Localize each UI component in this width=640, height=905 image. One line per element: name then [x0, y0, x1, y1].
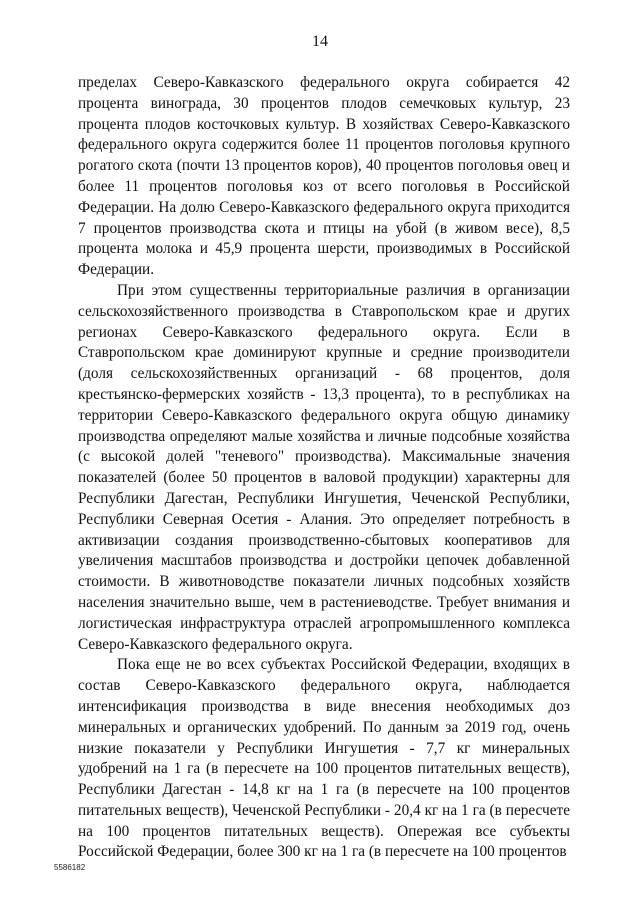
- document-body: [78, 73, 570, 863]
- page-number: 14: [312, 33, 328, 50]
- paragraph-continuation: пределах Северо-Кавказского федерального округа собирается 42 процента винограда, 30 процентов плодов семечковых культур, 23 процента плодов косточковых культур. В хозяйствах Северо-Кавказского федерального округа содержится более 11 процентов поголовья крупного рогатого скота (почти 13 процентов коров), 40 процентов поголовья овец и более 11 процентов поголовья коз от всего поголовья в Российской Федерации. На долю Северо-Кавказского федерального округа приходится 7 процентов производства скота и птицы на убой (в живом весе), 8,5 процента молока и 45,9 процента шерсти, производимых в Российской Федерации.: [78, 74, 570, 279]
- paragraph-regional-differences: При этом существенны территориальные различия в организации сельскохозяйственного производства в Ставропольском крае и других регионах Северо-Кавказского федерального округа. Если в Ставропольском крае доминируют крупные и средние производители (доля сельскохозяйственных организаций - 68 процентов, доля крестьянско-фермерских хозяйств - 13,3 процента), то в республиках на территории Северо-Кавказского федерального округа общую динамику производства определяют малые хозяйства и личные подсобные хозяйства (с высокой долей "теневого" производства). Максимальные значения показателей (более 50 процентов в валовой продукции) характерны для Республики Дагестан, Республики Ингушетия, Чеченской Республики, Республики Северная Осетия - Алания. Это определяет потребность в активизации создания производственно-сбытовых кооперативов для увеличения масштабов производства и достройки цепочек добавленной стоимости. В животноводстве показатели личных подсобных хозяйств населения значительно выше, чем в растениеводстве. Требует внимания и логистическая инфраструктура отраслей агропромышленного комплекса Северо-Кавказского федерального округа.: [78, 281, 570, 653]
- paragraph-fertilizers: Пока еще не во всех субъектах Российской Федерации, входящих в состав Северо-Кавказского федерального округа, наблюдается интенсификация производства в виде внесения необходимых доз минеральных и органических удобрений. По данным за 2019 год, очень низкие показатели у Республики Ингушетия - 7,7 кг минеральных удобрений на 1 га (в пересчете на 100 процентов питательных веществ), Республики Дагестан - 14,8 кг на 1 га (в пересчете на 100 процентов питательных веществ), Чеченской Республики - 20,4 кг на 1 га (в пересчете на 100 процентов питательных веществ). Опережая все субъекты Российской Федерации, более 300 кг на 1 га (в пересчете на 100 процентов: [78, 656, 570, 861]
- document-code: 5586182: [54, 863, 86, 872]
